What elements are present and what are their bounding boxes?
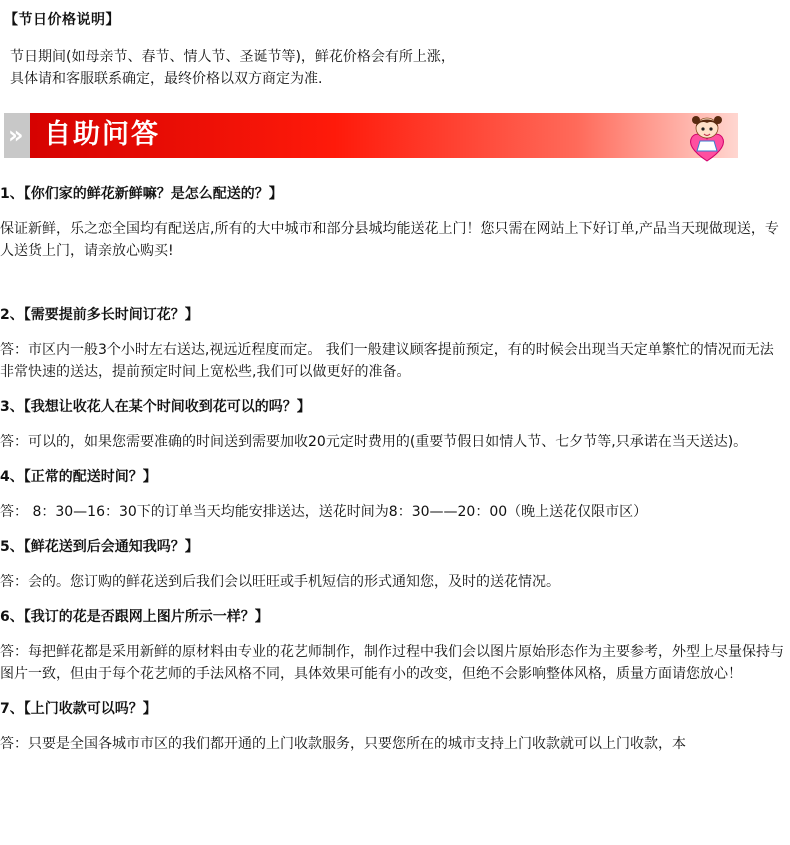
double-chevron-icon: » <box>8 121 24 149</box>
banner-title: 自助问答 <box>44 119 160 150</box>
holiday-price-title: 【节日价格说明】 <box>4 12 120 28</box>
qa-question: 7、【上门收款可以吗？】 <box>0 701 157 717</box>
banner-side-block <box>4 113 30 158</box>
qa-question: 3、【我想让收花人在某个时间收到花可以的吗？】 <box>0 399 311 415</box>
qa-answer: 答：每把鲜花都是采用新鲜的原材料由专业的花艺师制作，制作过程中我们会以图片原始形态作为主要参考，外型上尽量保持与图片一致，但由于每个花艺师的手法风格不同，具体效果可能有小的改变，但绝不会影响整体风格，质量方面请您放心！ <box>0 644 784 682</box>
faq-banner <box>4 113 738 158</box>
qa-answer: 答：市区内一般3个小时左右送达,视远近程度而定。 我们一般建议顾客提前预定，有的时候会出现当天定单繁忙的情况而无法非常快速的送达，提前预定时间上宽松些,我们可以做更好的准备。 <box>0 342 774 380</box>
qa-answer: 答： 8：30—16：30下的订单当天均能安排送达，送花时间为8：30——20：00（晚上送花仅限市区） <box>0 504 648 520</box>
qa-answer: 答：只要是全国各城市市区的我们都开通的上门收款服务，只要您所在的城市支持上门收款就可以上门收款，本 <box>0 736 686 752</box>
cartoon-girl-heart-icon <box>684 111 730 163</box>
qa-item <box>0 183 790 262</box>
holiday-price-line-2: 具体请和客服联系确定，最终价格以双方商定为准. <box>10 71 323 87</box>
qa-answer: 答：会的。您订购的鲜花送到后我们会以旺旺或手机短信的形式通知您，及时的送花情况。 <box>0 574 560 590</box>
qa-question: 6、【我订的花是否跟网上图片所示一样？】 <box>0 609 269 625</box>
qa-answer: 保证新鲜，乐之恋全国均有配送店,所有的大中城市和部分县城均能送花上门！您只需在网站上下好订单,产品当天现做现送，专人送货上门，请亲放心购买! <box>0 221 779 259</box>
qa-question: 1、【你们家的鲜花新鲜嘛？是怎么配送的？】 <box>0 186 283 202</box>
qa-item <box>0 466 790 523</box>
qa-item <box>0 304 790 383</box>
qa-item <box>0 698 790 755</box>
qa-question: 4、【正常的配送时间？】 <box>0 469 157 485</box>
qa-question: 2、【需要提前多长时间订花？】 <box>0 307 199 323</box>
holiday-price-line-1: 节日期间(如母亲节、春节、情人节、圣诞节等)，鲜花价格会有所上涨， <box>10 49 455 65</box>
holiday-price-body <box>10 46 455 90</box>
qa-item <box>0 606 790 685</box>
qa-item <box>0 536 790 593</box>
qa-answer: 答：可以的，如果您需要准确的时间送到需要加收20元定时费用的(重要节假日如情人节、七夕节等,只承诺在当天送达)。 <box>0 434 748 450</box>
qa-list <box>0 183 790 768</box>
qa-item <box>0 396 790 453</box>
qa-question: 5、【鲜花送到后会通知我吗？】 <box>0 539 199 555</box>
